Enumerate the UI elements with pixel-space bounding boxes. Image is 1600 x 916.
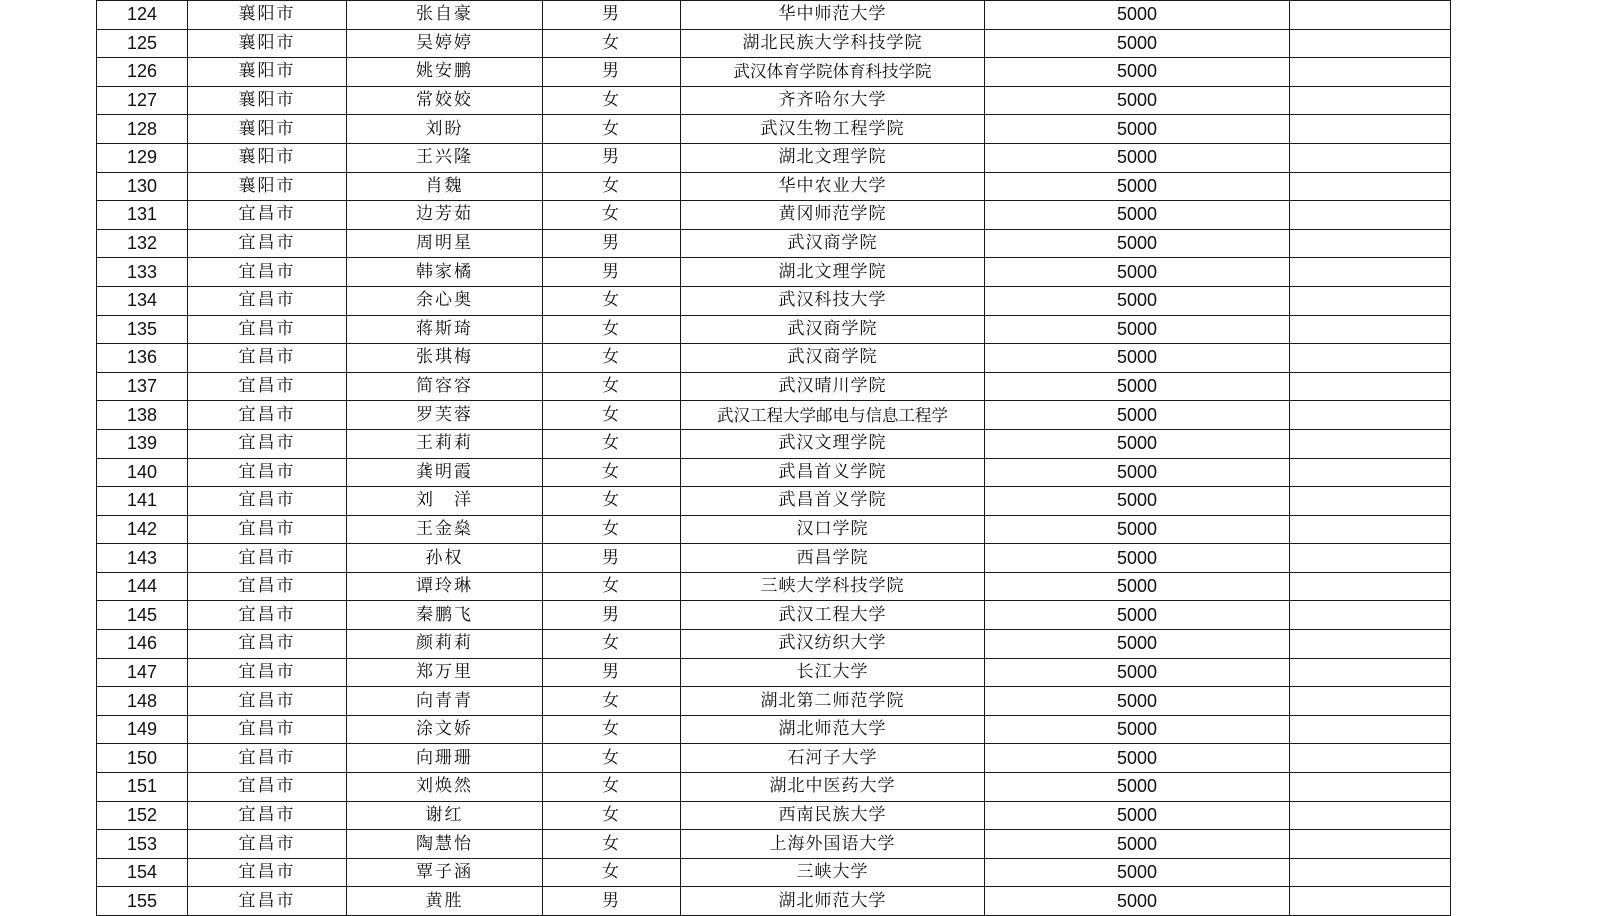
table-row: [97, 372, 1451, 401]
table-row: [97, 487, 1451, 516]
cell-serial-number: 128: [97, 115, 188, 144]
cell-note: [1290, 515, 1451, 544]
cell-school: 汉口学院: [681, 515, 985, 544]
recipient-table: [96, 0, 1451, 916]
cell-amount: 5000: [985, 372, 1290, 401]
table-row: [97, 887, 1451, 916]
cell-amount: 5000: [985, 715, 1290, 744]
cell-serial-number: 145: [97, 601, 188, 630]
table-row: [97, 401, 1451, 430]
table-row: [97, 172, 1451, 201]
cell-note: [1290, 487, 1451, 516]
cell-school: 湖北师范大学: [681, 887, 985, 916]
cell-note: [1290, 86, 1451, 115]
table-row: [97, 258, 1451, 287]
cell-name: 刘 洋: [347, 487, 543, 516]
cell-school: 武汉工程大学邮电与信息工程学: [681, 401, 985, 430]
cell-gender: 女: [543, 86, 681, 115]
cell-serial-number: 135: [97, 315, 188, 344]
cell-name: 蒋斯琦: [347, 315, 543, 344]
cell-school: 齐齐哈尔大学: [681, 86, 985, 115]
cell-note: [1290, 258, 1451, 287]
cell-name: 王莉莉: [347, 429, 543, 458]
cell-serial-number: 127: [97, 86, 188, 115]
cell-city: 宜昌市: [188, 344, 347, 373]
cell-city: 襄阳市: [188, 1, 347, 30]
cell-city: 襄阳市: [188, 115, 347, 144]
cell-name: 吴婷婷: [347, 29, 543, 58]
cell-note: [1290, 601, 1451, 630]
cell-serial-number: 137: [97, 372, 188, 401]
cell-amount: 5000: [985, 487, 1290, 516]
cell-name: 孙权: [347, 544, 543, 573]
cell-amount: 5000: [985, 744, 1290, 773]
cell-gender: 女: [543, 172, 681, 201]
cell-school: 湖北文理学院: [681, 143, 985, 172]
cell-amount: 5000: [985, 229, 1290, 258]
cell-serial-number: 150: [97, 744, 188, 773]
cell-gender: 男: [543, 658, 681, 687]
cell-gender: 男: [543, 1, 681, 30]
cell-note: [1290, 773, 1451, 802]
cell-amount: 5000: [985, 515, 1290, 544]
cell-gender: 男: [543, 58, 681, 87]
table-row: [97, 115, 1451, 144]
cell-name: 龚明霞: [347, 458, 543, 487]
cell-note: [1290, 715, 1451, 744]
cell-amount: 5000: [985, 601, 1290, 630]
cell-gender: 女: [543, 744, 681, 773]
cell-city: 宜昌市: [188, 858, 347, 887]
cell-name: 刘焕然: [347, 773, 543, 802]
cell-name: 谢红: [347, 801, 543, 830]
cell-note: [1290, 58, 1451, 87]
cell-serial-number: 134: [97, 286, 188, 315]
cell-school: 湖北中医药大学: [681, 773, 985, 802]
table-row: [97, 773, 1451, 802]
cell-gender: 女: [543, 458, 681, 487]
cell-name: 颜莉莉: [347, 630, 543, 659]
cell-amount: 5000: [985, 401, 1290, 430]
cell-gender: 女: [543, 286, 681, 315]
cell-name: 余心奥: [347, 286, 543, 315]
cell-gender: 女: [543, 29, 681, 58]
table-row: [97, 29, 1451, 58]
cell-amount: 5000: [985, 201, 1290, 230]
cell-amount: 5000: [985, 1, 1290, 30]
cell-gender: 男: [543, 229, 681, 258]
cell-name: 王兴隆: [347, 143, 543, 172]
cell-gender: 男: [543, 143, 681, 172]
cell-school: 湖北民族大学科技学院: [681, 29, 985, 58]
cell-school: 武汉文理学院: [681, 429, 985, 458]
table-row: [97, 1, 1451, 30]
cell-amount: 5000: [985, 658, 1290, 687]
cell-name: 韩家橘: [347, 258, 543, 287]
cell-city: 宜昌市: [188, 658, 347, 687]
cell-school: 上海外国语大学: [681, 830, 985, 859]
cell-gender: 女: [543, 401, 681, 430]
cell-name: 罗芙蓉: [347, 401, 543, 430]
cell-serial-number: 151: [97, 773, 188, 802]
table-row: [97, 229, 1451, 258]
cell-serial-number: 152: [97, 801, 188, 830]
cell-gender: 女: [543, 830, 681, 859]
cell-serial-number: 154: [97, 858, 188, 887]
table-row: [97, 315, 1451, 344]
cell-school: 华中师范大学: [681, 1, 985, 30]
cell-gender: 女: [543, 487, 681, 516]
cell-city: 宜昌市: [188, 487, 347, 516]
table-row: [97, 86, 1451, 115]
cell-gender: 女: [543, 801, 681, 830]
cell-school: 武汉生物工程学院: [681, 115, 985, 144]
cell-name: 涂文娇: [347, 715, 543, 744]
cell-serial-number: 155: [97, 887, 188, 916]
cell-name: 刘盼: [347, 115, 543, 144]
cell-amount: 5000: [985, 544, 1290, 573]
cell-city: 宜昌市: [188, 258, 347, 287]
cell-city: 襄阳市: [188, 172, 347, 201]
cell-school: 武汉商学院: [681, 229, 985, 258]
cell-gender: 女: [543, 715, 681, 744]
cell-city: 宜昌市: [188, 429, 347, 458]
cell-amount: 5000: [985, 143, 1290, 172]
cell-city: 宜昌市: [188, 601, 347, 630]
cell-serial-number: 129: [97, 143, 188, 172]
cell-school: 武汉晴川学院: [681, 372, 985, 401]
cell-name: 黄胜: [347, 887, 543, 916]
table-row: [97, 801, 1451, 830]
cell-amount: 5000: [985, 830, 1290, 859]
cell-note: [1290, 143, 1451, 172]
cell-serial-number: 131: [97, 201, 188, 230]
cell-note: [1290, 1, 1451, 30]
cell-city: 宜昌市: [188, 401, 347, 430]
cell-school: 武汉科技大学: [681, 286, 985, 315]
table-row: [97, 344, 1451, 373]
cell-school: 湖北师范大学: [681, 715, 985, 744]
cell-note: [1290, 744, 1451, 773]
cell-city: 宜昌市: [188, 887, 347, 916]
cell-city: 宜昌市: [188, 773, 347, 802]
cell-gender: 女: [543, 429, 681, 458]
cell-name: 向珊珊: [347, 744, 543, 773]
cell-amount: 5000: [985, 858, 1290, 887]
cell-note: [1290, 544, 1451, 573]
cell-note: [1290, 429, 1451, 458]
cell-name: 姚安鹏: [347, 58, 543, 87]
cell-serial-number: 153: [97, 830, 188, 859]
cell-name: 陶慧怡: [347, 830, 543, 859]
cell-note: [1290, 887, 1451, 916]
table-row: [97, 830, 1451, 859]
cell-serial-number: 140: [97, 458, 188, 487]
cell-school: 武汉商学院: [681, 344, 985, 373]
cell-name: 常姣姣: [347, 86, 543, 115]
cell-gender: 女: [543, 630, 681, 659]
table-row: [97, 658, 1451, 687]
cell-serial-number: 132: [97, 229, 188, 258]
cell-school: 湖北文理学院: [681, 258, 985, 287]
table-row: [97, 687, 1451, 716]
cell-serial-number: 138: [97, 401, 188, 430]
cell-school: 三峡大学科技学院: [681, 572, 985, 601]
cell-city: 宜昌市: [188, 572, 347, 601]
cell-amount: 5000: [985, 29, 1290, 58]
cell-gender: 女: [543, 344, 681, 373]
cell-school: 西昌学院: [681, 544, 985, 573]
cell-serial-number: 139: [97, 429, 188, 458]
cell-name: 简容容: [347, 372, 543, 401]
cell-amount: 5000: [985, 315, 1290, 344]
table-row: [97, 544, 1451, 573]
cell-gender: 男: [543, 258, 681, 287]
table-row: [97, 715, 1451, 744]
cell-gender: 女: [543, 115, 681, 144]
cell-school: 黄冈师范学院: [681, 201, 985, 230]
cell-serial-number: 148: [97, 687, 188, 716]
cell-amount: 5000: [985, 773, 1290, 802]
table-row: [97, 58, 1451, 87]
table-row: [97, 143, 1451, 172]
cell-school: 华中农业大学: [681, 172, 985, 201]
cell-school: 武汉纺织大学: [681, 630, 985, 659]
cell-amount: 5000: [985, 572, 1290, 601]
cell-note: [1290, 858, 1451, 887]
cell-school: 武汉工程大学: [681, 601, 985, 630]
table-row: [97, 601, 1451, 630]
cell-school: 长江大学: [681, 658, 985, 687]
cell-note: [1290, 372, 1451, 401]
cell-note: [1290, 401, 1451, 430]
cell-school: 武昌首义学院: [681, 458, 985, 487]
cell-amount: 5000: [985, 258, 1290, 287]
cell-city: 襄阳市: [188, 29, 347, 58]
cell-note: [1290, 172, 1451, 201]
cell-city: 宜昌市: [188, 229, 347, 258]
cell-serial-number: 126: [97, 58, 188, 87]
cell-city: 宜昌市: [188, 515, 347, 544]
cell-city: 宜昌市: [188, 201, 347, 230]
cell-serial-number: 130: [97, 172, 188, 201]
cell-note: [1290, 830, 1451, 859]
cell-note: [1290, 29, 1451, 58]
cell-note: [1290, 658, 1451, 687]
cell-amount: 5000: [985, 801, 1290, 830]
cell-city: 宜昌市: [188, 458, 347, 487]
cell-name: 肖魏: [347, 172, 543, 201]
cell-gender: 女: [543, 572, 681, 601]
cell-name: 周明星: [347, 229, 543, 258]
cell-name: 谭玲琳: [347, 572, 543, 601]
cell-note: [1290, 201, 1451, 230]
cell-amount: 5000: [985, 687, 1290, 716]
cell-amount: 5000: [985, 286, 1290, 315]
cell-note: [1290, 458, 1451, 487]
cell-serial-number: 142: [97, 515, 188, 544]
cell-serial-number: 144: [97, 572, 188, 601]
cell-serial-number: 124: [97, 1, 188, 30]
cell-gender: 男: [543, 544, 681, 573]
cell-gender: 女: [543, 858, 681, 887]
cell-name: 王金燊: [347, 515, 543, 544]
cell-name: 张琪梅: [347, 344, 543, 373]
cell-school: 武汉商学院: [681, 315, 985, 344]
cell-school: 三峡大学: [681, 858, 985, 887]
cell-school: 石河子大学: [681, 744, 985, 773]
cell-note: [1290, 687, 1451, 716]
table-row: [97, 515, 1451, 544]
cell-gender: 女: [543, 201, 681, 230]
table-row: [97, 286, 1451, 315]
cell-note: [1290, 115, 1451, 144]
cell-name: 边芳茹: [347, 201, 543, 230]
cell-amount: 5000: [985, 172, 1290, 201]
cell-city: 宜昌市: [188, 744, 347, 773]
table-row: [97, 458, 1451, 487]
cell-name: 郑万里: [347, 658, 543, 687]
cell-school: 武昌首义学院: [681, 487, 985, 516]
cell-city: 宜昌市: [188, 372, 347, 401]
cell-amount: 5000: [985, 429, 1290, 458]
cell-city: 襄阳市: [188, 58, 347, 87]
cell-gender: 男: [543, 601, 681, 630]
cell-amount: 5000: [985, 630, 1290, 659]
cell-city: 宜昌市: [188, 715, 347, 744]
cell-serial-number: 149: [97, 715, 188, 744]
cell-gender: 女: [543, 372, 681, 401]
cell-name: 秦鹏飞: [347, 601, 543, 630]
cell-serial-number: 133: [97, 258, 188, 287]
cell-serial-number: 136: [97, 344, 188, 373]
cell-note: [1290, 286, 1451, 315]
cell-gender: 女: [543, 773, 681, 802]
cell-city: 襄阳市: [188, 86, 347, 115]
cell-serial-number: 143: [97, 544, 188, 573]
cell-amount: 5000: [985, 115, 1290, 144]
cell-gender: 男: [543, 887, 681, 916]
table-row: [97, 744, 1451, 773]
cell-serial-number: 147: [97, 658, 188, 687]
cell-city: 宜昌市: [188, 687, 347, 716]
cell-note: [1290, 630, 1451, 659]
cell-city: 宜昌市: [188, 544, 347, 573]
cell-city: 宜昌市: [188, 630, 347, 659]
cell-name: 向青青: [347, 687, 543, 716]
cell-name: 张自豪: [347, 1, 543, 30]
cell-serial-number: 146: [97, 630, 188, 659]
table-row: [97, 630, 1451, 659]
table-row: [97, 201, 1451, 230]
cell-name: 覃子涵: [347, 858, 543, 887]
cell-school: 西南民族大学: [681, 801, 985, 830]
cell-city: 宜昌市: [188, 801, 347, 830]
cell-gender: 女: [543, 515, 681, 544]
cell-amount: 5000: [985, 58, 1290, 87]
cell-amount: 5000: [985, 887, 1290, 916]
cell-city: 襄阳市: [188, 143, 347, 172]
cell-city: 宜昌市: [188, 286, 347, 315]
cell-amount: 5000: [985, 458, 1290, 487]
cell-city: 宜昌市: [188, 830, 347, 859]
table-row: [97, 572, 1451, 601]
cell-city: 宜昌市: [188, 315, 347, 344]
cell-gender: 女: [543, 315, 681, 344]
cell-serial-number: 141: [97, 487, 188, 516]
cell-note: [1290, 315, 1451, 344]
cell-amount: 5000: [985, 344, 1290, 373]
cell-school: 武汉体育学院体育科技学院: [681, 58, 985, 87]
cell-note: [1290, 344, 1451, 373]
table-row: [97, 429, 1451, 458]
table-row: [97, 858, 1451, 887]
cell-note: [1290, 801, 1451, 830]
table-body: [97, 1, 1451, 916]
cell-amount: 5000: [985, 86, 1290, 115]
cell-note: [1290, 572, 1451, 601]
cell-serial-number: 125: [97, 29, 188, 58]
cell-note: [1290, 229, 1451, 258]
cell-gender: 女: [543, 687, 681, 716]
cell-school: 湖北第二师范学院: [681, 687, 985, 716]
